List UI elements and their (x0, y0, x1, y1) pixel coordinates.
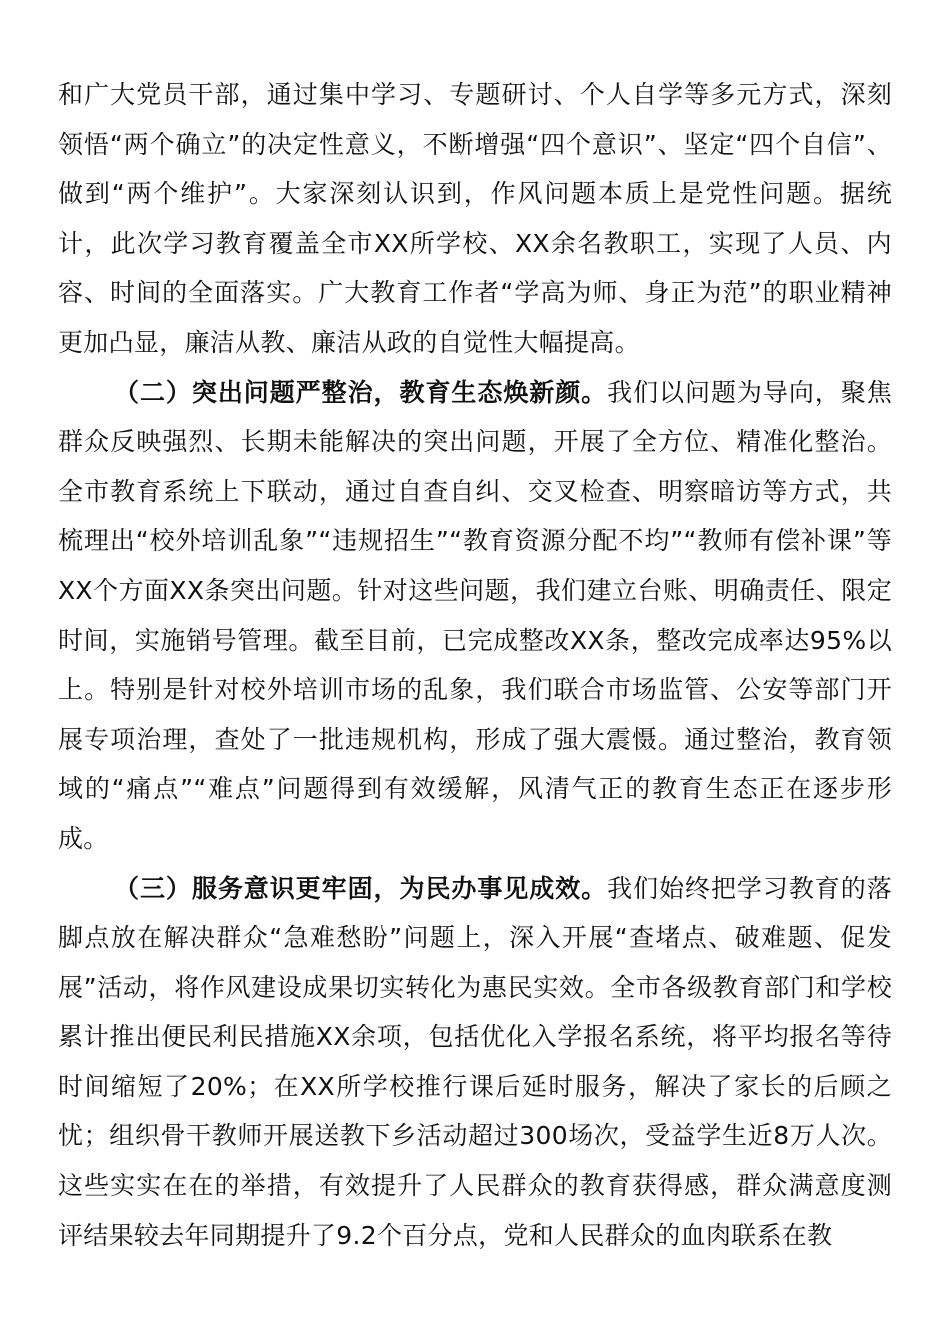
paragraph-2-heading: （二）突出问题严整治，教育生态焕新颜。 (114, 377, 608, 407)
document-page (58, 70, 892, 1260)
paragraph-3-heading: （三）服务意识更牢固，为民办事见成效。 (114, 873, 608, 903)
paragraph-1-text: 和广大党员干部，通过集中学习、专题研讨、个人自学等多元方式，深刻领悟“两个确立”的决定性意义，不断增强“四个意识”、坚定“四个自信”、做到“两个维护”。大家深刻认识到，作风问题本质上是党性问题。据统计，此次学习教育覆盖全市XX所学校、XX余名教职工，实现了人员、内容、时间的全面落实。广大教育工作者“学高为师、身正为范”的职业精神更加凸显，廉洁从教、廉洁从政的自觉性大幅提高。 (58, 80, 892, 357)
paragraph-3-text: 我们始终把学习教育的落脚点放在解决群众“急难愁盼”问题上，深入开展“查堵点、破难题、促发展”活动，将作风建设成果切实转化为惠民实效。全市各级教育部门和学校累计推出便民利民措施XX余项，包括优化入学报名系统，将平均报名等待时间缩短了20%；在XX所学校推行课后延时服务，解决了家长的后顾之忧；组织骨干教师开展送教下乡活动超过300场次，受益学生近8万人次。这些实实在在的举措，有效提升了人民群众的教育获得感，群众满意度测评结果较去年同期提升了9.2个百分点，党和人民群众的血肉联系在教 (58, 873, 892, 1250)
paragraph-3 (58, 864, 892, 1261)
paragraph-1 (58, 70, 892, 368)
paragraph-2 (58, 368, 892, 864)
paragraph-2-text: 我们以问题为导向，聚焦群众反映强烈、长期未能解决的突出问题，开展了全方位、精准化整治。全市教育系统上下联动，通过自查自纠、交叉检查、明察暗访等方式，共梳理出“校外培训乱象”“违规招生”“教育资源分配不均”“教师有偿补课”等XX个方面XX条突出问题。针对这些问题，我们建立台账、明确责任、限定时间，实施销号管理。截至目前，已完成整改XX条，整改完成率达95%以上。特别是针对校外培训市场的乱象，我们联合市场监管、公安等部门开展专项治理，查处了一批违规机构，形成了强大震慑。通过整治，教育领域的“痛点”“难点”问题得到有效缓解，风清气正的教育生态正在逐步形成。 (58, 377, 892, 853)
